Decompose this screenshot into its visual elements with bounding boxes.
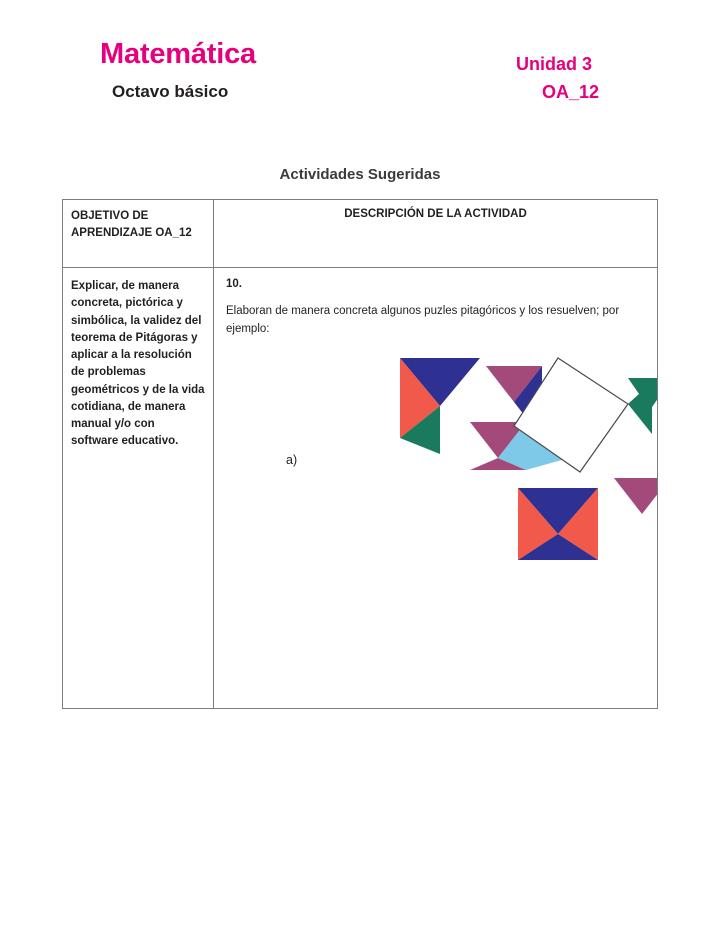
- section-title: Actividades Sugeridas: [279, 166, 441, 183]
- activity-number: 10.: [226, 278, 242, 290]
- activity-cell: [214, 268, 657, 708]
- table-header-row: [63, 200, 657, 268]
- oa-code: OA_12: [542, 82, 600, 102]
- activities-table: [62, 199, 658, 709]
- activity-item-label: a): [286, 453, 298, 467]
- column-header-objective: OBJETIVO DE APRENDIZAJE OA_12: [63, 200, 214, 267]
- activity-text: Elaboran de manera concreta algunos puzles pitagóricos y los resuelven; por ejemplo:: [226, 305, 620, 336]
- column-header-description: DESCRIPCIÓN DE LA ACTIVIDAD: [344, 208, 527, 220]
- level-subtitle: Octavo básico: [112, 82, 229, 101]
- subject-title: Matemática: [100, 38, 256, 70]
- unit-title: Unidad 3: [516, 54, 593, 74]
- page-header: [0, 38, 720, 108]
- table-body-row: [63, 268, 657, 708]
- objective-cell: Explicar, de manera concreta, pictórica y simbólica, la validez del teorema de Pitágoras y aplicar a la resolución de problemas geométricos y de la vida cotidiana, de manera manual y/o con software educativo.: [63, 268, 214, 708]
- pythagorean-puzzle-tangram: [362, 348, 657, 588]
